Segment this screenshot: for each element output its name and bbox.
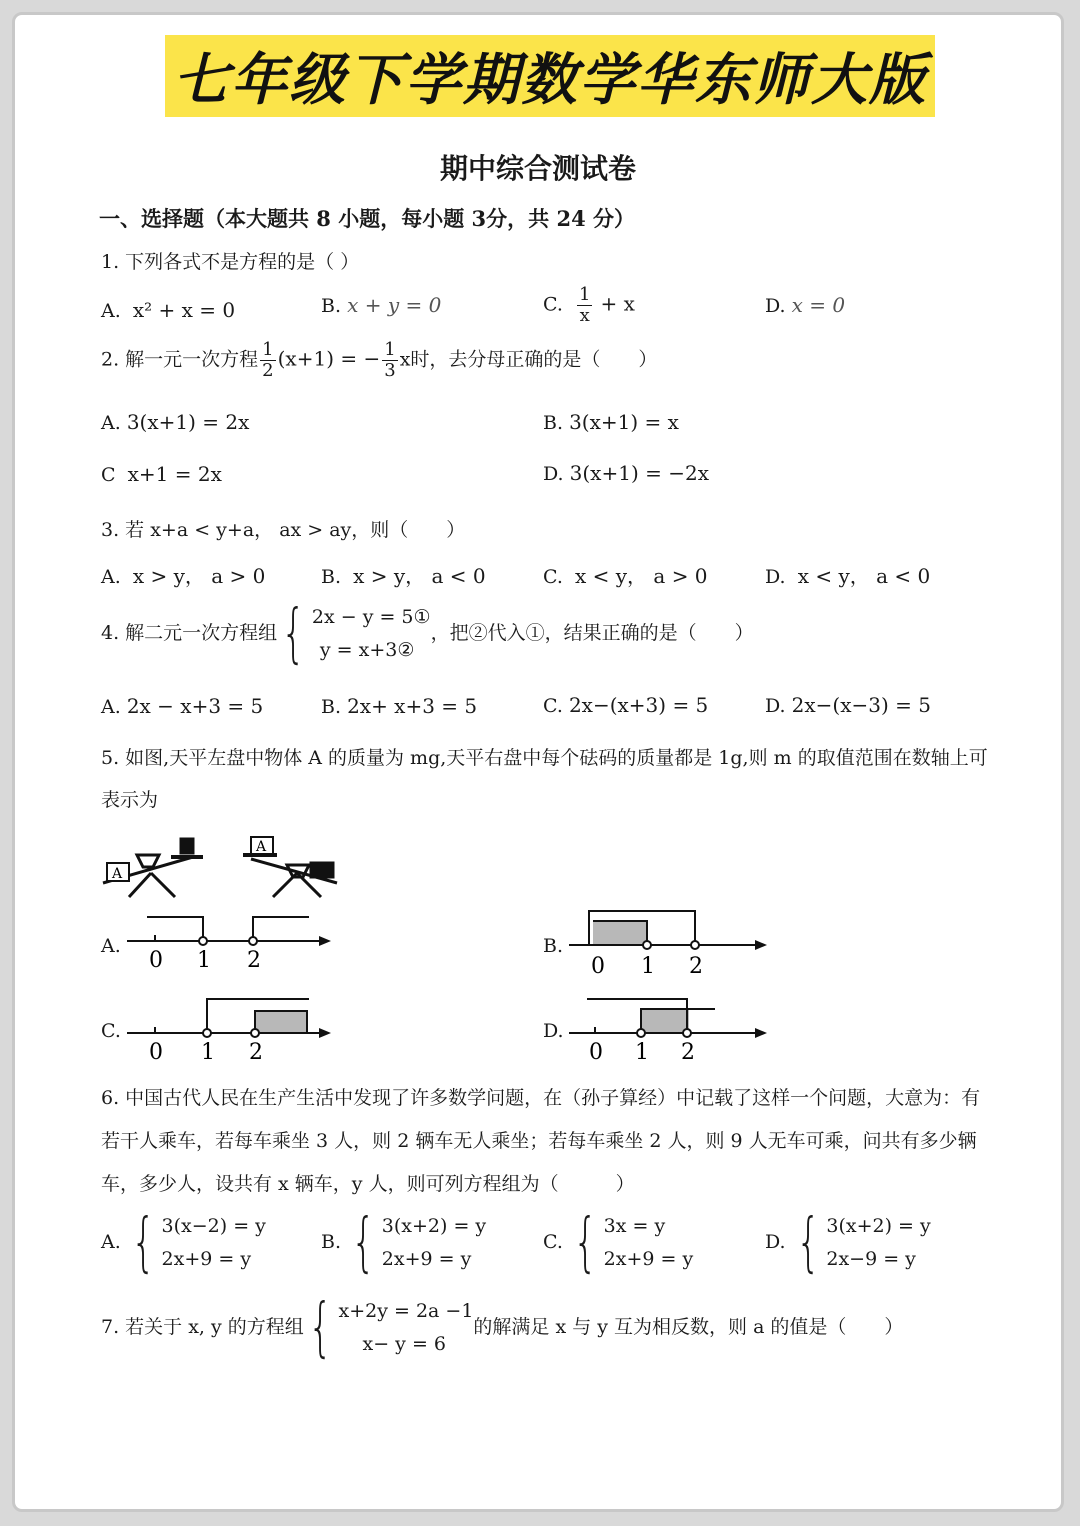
left-brace: { [281, 597, 306, 671]
option-text: x > y， a > 0 [132, 564, 266, 588]
open-point-1 [203, 1029, 211, 1037]
equation-system [304, 1291, 474, 1365]
open-point-2 [691, 941, 699, 949]
option-label: A. [101, 1231, 121, 1253]
numerator: 1 [579, 284, 591, 305]
option-label: D. [765, 566, 786, 588]
axis-arrow [319, 936, 331, 946]
option-label: D. [765, 1231, 786, 1253]
equation-line: 2x − y = 5① [311, 606, 431, 628]
q4-option-b [321, 694, 477, 718]
numerator: 1 [262, 339, 274, 360]
tick-label-2: 2 [249, 1040, 263, 1063]
option-text: 3(x+1) = 2x [126, 410, 250, 434]
q1-option-d [765, 293, 845, 317]
equation-line: 3x = y [603, 1215, 666, 1237]
option-text: 3(x+1) = x [569, 410, 679, 434]
option-text: 2x−(x−3) = 5 [791, 693, 931, 717]
left-brace: { [795, 1206, 821, 1280]
denominator: x [579, 304, 590, 326]
stem-text: 4. 解二元一次方程组 [101, 622, 278, 644]
option-label: A. [101, 300, 121, 322]
equation-system [347, 1206, 487, 1280]
q5-option-c-label: C. [101, 1020, 121, 1042]
option-label: D. [765, 295, 786, 317]
axis-arrow [755, 940, 767, 950]
option-text: x + y = 0 [347, 293, 442, 317]
section-heading: 一、选择题（本大题共 8 小题，每小题 3分，共 24 分） [99, 206, 636, 231]
option-label: A. [101, 696, 121, 718]
option-text: x < y， a < 0 [797, 564, 931, 588]
question-3-stem: 3. 若 x+a < y+a， ax > ay，则（ ） [101, 519, 466, 541]
stem-text: ，把②代入①，结果正确的是（ ） [430, 622, 754, 644]
q5-option-d-numberline [567, 993, 777, 1063]
equation-line: 3(x+2) = y [826, 1215, 931, 1237]
tick-label-1: 1 [635, 1040, 649, 1063]
q3-option-a [101, 560, 265, 589]
q3-option-c [543, 560, 708, 589]
axis-arrow [755, 1028, 767, 1038]
option-label: B. [321, 566, 342, 588]
stem-text: x时，去分母正确的是（ ） [399, 348, 658, 371]
option-text: x = 0 [791, 293, 846, 317]
option-text: x < y， a > 0 [575, 564, 708, 588]
fraction [382, 340, 397, 381]
question-5-line1: 5. 如图,天平左盘中物体 A 的质量为 mg,天平右盘中每个砝码的质量都是 1g,则 m 的取值范围在数轴上可 [101, 747, 988, 769]
balance-scales-figure [101, 825, 341, 907]
denominator: 3 [384, 359, 396, 381]
equation-system [277, 597, 431, 671]
tick-label-0: 0 [591, 954, 605, 977]
tick-label-0: 0 [589, 1040, 603, 1063]
option-text: x² + x = 0 [132, 298, 236, 322]
q5-option-c-numberline [125, 993, 335, 1063]
open-point-1 [637, 1029, 645, 1037]
open-point-2 [251, 1029, 259, 1037]
q6-option-d [765, 1206, 931, 1280]
option-label: B. [321, 696, 342, 718]
option-text: x+1 = 2x [127, 462, 222, 486]
option-text: 2x − x+3 = 5 [126, 694, 264, 718]
left-brace: { [307, 1291, 333, 1365]
equation-line: 2x+9 = y [381, 1248, 472, 1270]
tick-label-1: 1 [641, 954, 655, 977]
tick-label-1: 1 [201, 1040, 215, 1063]
q2-option-d [543, 461, 709, 485]
fraction [260, 340, 275, 381]
range-bracket-right [253, 917, 309, 939]
q2-option-a [101, 410, 249, 434]
tick-label-2: 2 [681, 1040, 695, 1063]
q3-option-b [321, 560, 486, 589]
option-text: 2x−(x+3) = 5 [568, 693, 709, 717]
fraction [577, 285, 592, 326]
question-6-line3: 车，多少人，设共有 x 辆车，y 人，则可列方程组为（ ） [101, 1173, 635, 1195]
option-label: D. [543, 463, 564, 485]
option-label: D. [765, 695, 786, 717]
q4-option-d [765, 693, 931, 717]
question-6-line1: 6. 中国古代人民在生产生活中发现了许多数学问题，在（孙子算经）中记载了这样一个问题，大意为：有 [101, 1087, 981, 1109]
open-point-1 [643, 941, 651, 949]
stem-math: (x+1) = − [277, 346, 381, 371]
equation-system [569, 1206, 694, 1280]
left-brace: { [351, 1206, 376, 1280]
question-2-stem [101, 340, 657, 381]
q6-option-b [321, 1206, 487, 1280]
option-text: + x [600, 291, 635, 316]
option-text: 2x+ x+3 = 5 [347, 694, 478, 718]
question-1-stem: 1. 下列各式不是方程的是（ ） [101, 251, 360, 273]
equation-line: 2x−9 = y [826, 1248, 916, 1270]
option-label: C. [543, 695, 563, 717]
q4-option-a [101, 694, 263, 718]
numerator: 1 [384, 339, 396, 360]
equation-system [127, 1206, 266, 1280]
option-label: B. [321, 1231, 342, 1253]
q3-option-d [765, 560, 930, 589]
equation-line: 2x+9 = y [603, 1248, 694, 1270]
q4-option-c [543, 693, 708, 717]
option-label: B. [543, 412, 564, 434]
option-label: A. [101, 412, 121, 434]
banner-title: 七年级下学期数学华东师大版 [165, 35, 935, 117]
q2-option-c [101, 462, 222, 486]
equation-line: x− y = 6 [362, 1333, 446, 1355]
tick-label-2: 2 [689, 954, 703, 977]
equation-line: 3(x+2) = y [381, 1215, 487, 1237]
q2-option-b [543, 410, 679, 434]
option-label: C. [543, 1231, 563, 1253]
tick-label-1: 1 [197, 948, 211, 973]
equation-system [792, 1206, 931, 1280]
tick-label-0: 0 [149, 948, 163, 973]
question-5-line2: 表示为 [101, 789, 159, 811]
equation-line: y = x+3② [319, 639, 415, 661]
open-point-2 [249, 937, 257, 945]
open-point-2 [683, 1029, 691, 1037]
q5-option-b-label: B. [543, 935, 564, 957]
option-label: B. [321, 295, 342, 317]
shaded-range [255, 1011, 307, 1033]
left-brace: { [130, 1206, 156, 1280]
shaded-range [641, 1009, 689, 1033]
weight-box-label: A [256, 839, 267, 855]
q5-option-a-numberline [125, 909, 335, 973]
q1-option-c [543, 285, 635, 326]
tick-label-0: 0 [149, 1040, 163, 1063]
equation-line: 2x+9 = y [161, 1248, 252, 1270]
equation-line: 3(x−2) = y [161, 1215, 266, 1237]
q5-option-d-label: D. [543, 1020, 564, 1042]
q6-option-c [543, 1206, 694, 1280]
equation-line: x+2y = 2a −1 [338, 1300, 474, 1322]
option-text: x > y， a < 0 [353, 564, 486, 588]
paper-title: 期中综合测试卷 [439, 152, 636, 185]
q5-option-a-label: A. [101, 935, 121, 957]
open-point-1 [199, 937, 207, 945]
exam-page [12, 12, 1064, 1512]
left-brace: { [573, 1206, 598, 1280]
question-7-stem [101, 1291, 904, 1365]
shaded-range [593, 921, 647, 945]
q5-option-b-numberline [567, 907, 777, 977]
denominator: 2 [262, 359, 274, 381]
question-4-stem [101, 597, 754, 671]
axis-arrow [319, 1028, 331, 1038]
weight-box-label: A [112, 866, 123, 882]
option-label: C. [543, 293, 563, 316]
question-6-line2: 若干人乘车，若每车乘坐 3 人，则 2 辆车无人乘坐；若每车乘坐 2 人，则 9 人无车可乘，问共有多少辆 [101, 1130, 977, 1152]
option-label: C [101, 464, 116, 486]
stem-text: 7. 若关于 x, y 的方程组 [101, 1316, 304, 1338]
q6-option-a [101, 1206, 266, 1280]
option-label: C. [543, 566, 563, 588]
stem-text: 的解满足 x 与 y 互为相反数，则 a 的值是（ ） [473, 1316, 904, 1338]
stem-text: 2. 解一元一次方程 [101, 348, 259, 371]
option-text: 3(x+1) = −2x [569, 461, 709, 485]
q1-option-a [101, 298, 235, 322]
q1-option-b [321, 293, 441, 317]
tick-label-2: 2 [247, 948, 261, 973]
option-label: A. [101, 566, 121, 588]
